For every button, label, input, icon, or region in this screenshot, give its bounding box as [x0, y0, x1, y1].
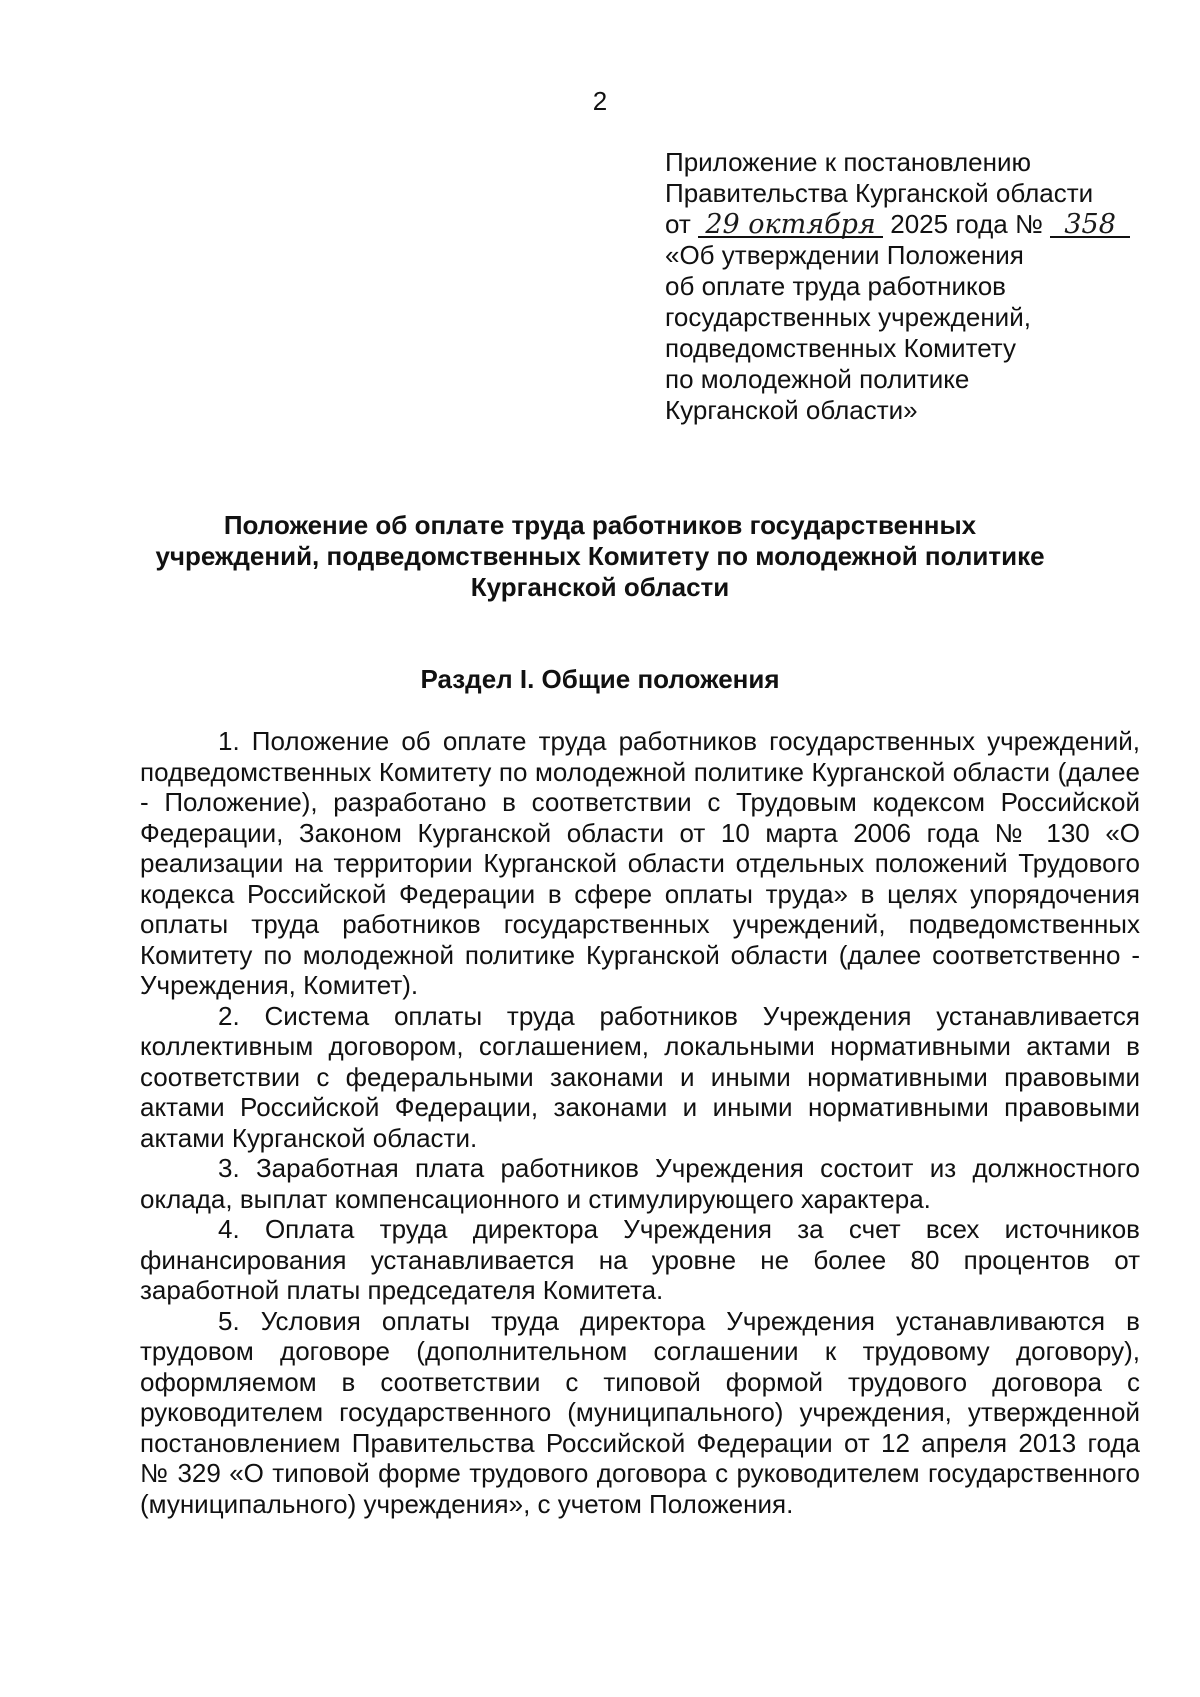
- page-number: 2: [592, 86, 608, 116]
- section-title: Раздел I. Общие положения: [420, 664, 780, 694]
- appendix-line: об оплате труда работников: [665, 271, 1006, 301]
- paragraph: 5. Условия оплаты труда директора Учреждения устанавливаются в трудовом договоре (дополнительном соглашении к трудовому договору), оформляемом в соответствии с типовой формой трудового договора с руководителем государственного (муниципального) учреждения, утвержденной постановлением Правительства Российской Федерации от 12 апреля 2013 года № 329 «О типовой форме трудового договора с руководителем государственного (муниципального) учреждения», с учетом Положения.: [140, 1305, 1140, 1519]
- appendix-line: Приложение к постановлению: [665, 147, 1031, 177]
- handwritten-date: 29 октября: [698, 211, 883, 239]
- appendix-line: Правительства Курганской области: [665, 178, 1094, 208]
- appendix-line: по молодежной политике: [665, 364, 970, 394]
- paragraph: 1. Положение об оплате труда работников государственных учреждений, подведомственных Комитету по молодежной политике Курганской области (далее - Положение), разработано в соответствии с Трудовым кодексом Российской Федерации, Законом Курганской области от 10 марта 2006 года № 130 «О реализации на территории Курганской области отдельных положений Трудового кодекса Российской Федерации в сфере оплаты труда» в целях упорядочения оплаты труда работников государственных учреждений, подведомственных Комитету по молодежной политике Курганской области (далее соответственно - Учреждения, Комитет).: [140, 726, 1140, 1000]
- appendix-line: государственных учреждений,: [665, 302, 1031, 332]
- document-title: [0, 510, 1200, 603]
- paragraph: 2. Система оплаты труда работников Учреждения устанавливается коллективным договором, соглашением, локальными нормативными актами в соответствии с федеральными законами и иными нормативными правовыми актами Российской Федерации, законами и иными нормативными правовыми актами Курганской области.: [140, 1000, 1140, 1153]
- title-line: Курганской области: [470, 572, 730, 602]
- handwritten-number: 358: [1050, 211, 1130, 239]
- appendix-line: Курганской области»: [665, 395, 918, 425]
- title-line: учреждений, подведомственных Комитету по молодежной политике: [155, 541, 1045, 571]
- title-line: Положение об оплате труда работников государственных: [223, 510, 977, 540]
- year-text: 2025 года №: [890, 209, 1043, 239]
- appendix-line: подведомственных Комитету: [665, 333, 1016, 363]
- appendix-line: «Об утверждении Положения: [665, 240, 1024, 270]
- date-prefix: от: [665, 209, 691, 239]
- appendix-date-line: [665, 209, 1135, 240]
- appendix-block: [665, 147, 1135, 426]
- paragraph: 4. Оплата труда директора Учреждения за счет всех источников финансирования устанавливается на уровне не более 80 процентов от заработной платы председателя Комитета.: [140, 1214, 1140, 1305]
- paragraph: 3. Заработная плата работников Учреждения состоит из должностного оклада, выплат компенсационного и стимулирующего характера.: [140, 1153, 1140, 1214]
- document-body: [140, 726, 1140, 1519]
